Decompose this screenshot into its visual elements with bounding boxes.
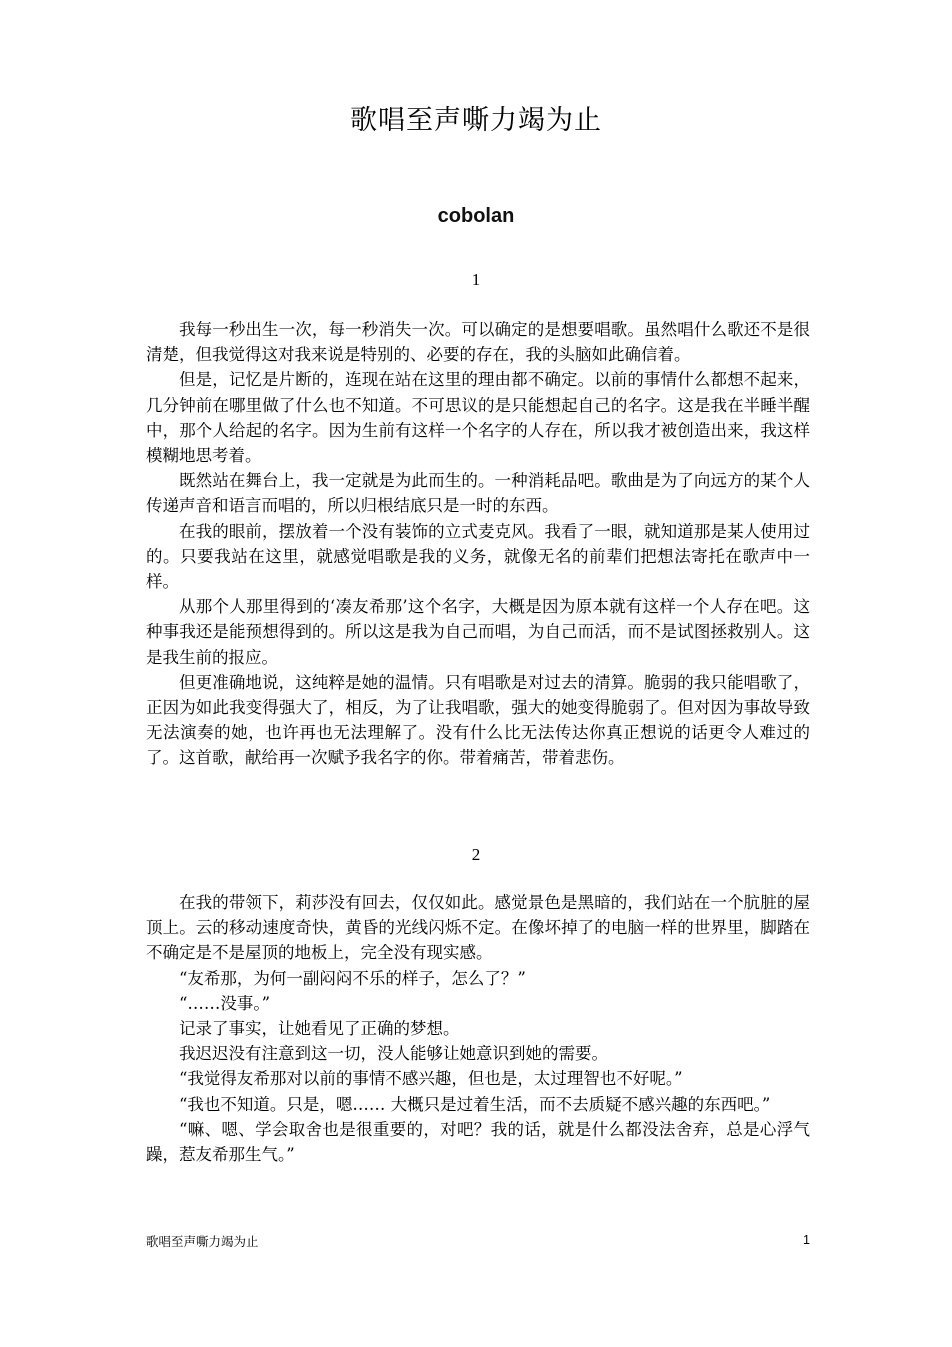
dialogue-line: “友希那，为何一副闷闷不乐的样子，怎么了？” (179, 968, 526, 988)
author-name: cobolan (437, 205, 515, 227)
footer-running-title: 歌唱至声嘶力竭为止 (146, 1234, 259, 1249)
paragraph: 但更准确地说，这纯粹是她的温情。只有唱歌是对过去的清算。脆弱的我只能唱歌了，正因为如此我变得强大了，相反，为了让我唱歌，强大的她变得脆弱了。但对因为事故导致无法演奏的她，也许再也无法理解了。没有什么比无法传达你真正想说的话更令人难过的了。这首歌，献给再一次赋予我名字的你。带着痛苦，带着悲伤。 (146, 672, 810, 768)
footer-page-number: 1 (803, 1233, 810, 1247)
section-number: 2 (471, 845, 481, 864)
paragraph: 从那个人那里得到的‘凑友希那’这个名字，大概是因为原本就有这样一个人存在吧。这种事我还是能预想得到的。所以这是我为自己而唱，为自己而活，而不是试图拯救别人。这是我生前的报应。 (146, 597, 810, 667)
paragraph: 我迟迟没有注意到这一切，没人能够让她意识到她的需要。 (179, 1044, 608, 1064)
dialogue-line: “……没事。” (179, 993, 271, 1013)
paragraph: 在我的眼前，摆放着一个没有装饰的立式麦克风。我看了一眼，就知道那是某人使用过的。只要我站在这里，就感觉唱歌是我的义务，就像无名的前辈们把想法寄托在歌声中一样。 (146, 521, 810, 592)
paragraph: 我每一秒出生一次，每一秒消失一次。可以确定的是想要唱歌。虽然唱什么歌还不是很清楚，但我觉得这对我来说是特别的、必要的存在，我的头脑如此确信着。 (146, 320, 810, 365)
dialogue-line: “我觉得友希那对以前的事情不感兴趣，但也是，太过理智也不好呢。” (179, 1069, 683, 1089)
paragraph: 但是，记忆是片断的，连现在站在这里的理由都不确定。以前的事情什么都想不起来，几分钟前在哪里做了什么也不知道。不可思议的是只能想起自己的名字。这是我在半睡半醒中，那个人给起的名字。因为生前有这样一个名字的人存在，所以我才被创造出来，我这样模糊地思考着。 (146, 370, 810, 466)
dialogue-line: “嘛、嗯、学会取舍也是很重要的，对吧？我的话，就是什么都没法舍弃，总是心浮气躁，惹友希那生气。” (146, 1119, 810, 1165)
paragraph: 在我的带领下，莉莎没有回去，仅仅如此。感觉景色是黑暗的，我们站在一个肮脏的屋顶上。云的移动速度奇快，黄昏的光线闪烁不定。在像坏掉了的电脑一样的世界里，脚踏在不确定是不是屋顶的地板上，完全没有现实感。 (146, 893, 810, 963)
paragraph: 记录了事实，让她看见了正确的梦想。 (179, 1019, 460, 1039)
document-title: 歌唱至声嘶力竭为止 (350, 105, 602, 136)
section-body (146, 890, 810, 1167)
section-body (146, 317, 810, 771)
dialogue-line: “我也不知道。只是，嗯…… 大概只是过着生活，而不去质疑不感兴趣的东西吧。” (179, 1094, 771, 1114)
paragraph: 既然站在舞台上，我一定就是为此而生的。一种消耗品吧。歌曲是为了向远方的某个人传递声音和语言而唱的，所以归根结底只是一时的东西。 (146, 471, 810, 516)
section-number: 1 (471, 270, 481, 289)
